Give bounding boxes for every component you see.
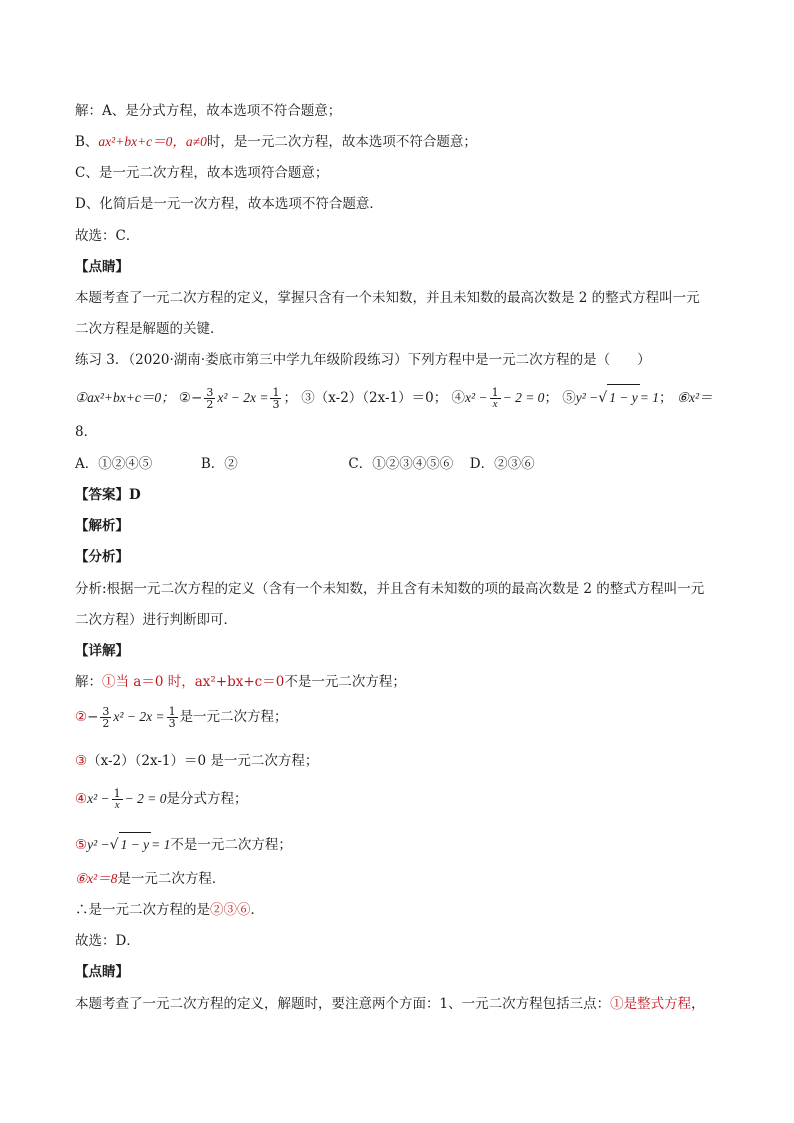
detail-1: 解：①当 a＝0 时，ax²+bx+c＝0不是一元二次方程； — [75, 674, 406, 690]
detail-3: ③（x-2）（2x-1）＝0 是一元二次方程； — [75, 753, 319, 769]
solution-line-b: B、ax²+bx+c＝0，a≠0时，是一元二次方程，故本选项不符合题意； — [75, 134, 477, 150]
option-3: ③（x-2）（2x-1）＝0； — [301, 390, 448, 406]
dianjing-label: 【点睛】 — [75, 259, 129, 275]
option-4: ④x² − $\frac{1}{x}$ − 2 = 0； — [451, 386, 558, 410]
solution-answer: 故选：C． — [75, 228, 140, 244]
answer-2: 故选：D． — [75, 933, 140, 949]
xiangjie-label: 【详解】 — [75, 643, 129, 659]
choice-d: D．②③⑥ — [469, 456, 535, 472]
jiexi-label: 【解析】 — [75, 518, 129, 534]
choices-row — [75, 454, 535, 474]
choice-b: B．② — [200, 456, 238, 472]
dianjing-text-2: 二次方程是解题的关键． — [75, 321, 224, 337]
fenxi-text-2: 二次方程）进行判断即可． — [75, 612, 237, 628]
dianjing-text-1: 本题考查了一元二次方程的定义，掌握只含有一个未知数，并且未知数的最高次数是 2 的整式方程叫一元 — [75, 290, 700, 306]
exercise-3-question: 练习 3．（2020·湖南·娄底市第三中学九年级阶段练习）下列方程中是一元二次方程的是（ ） — [75, 352, 651, 368]
solution-line-d: D、化简后是一元一次方程，故本选项不符合题意． — [75, 196, 383, 212]
solution-line-a: 解：A、是分式方程，故本选项不符合题意； — [75, 103, 342, 119]
solution-line-c: C、是一元二次方程，故本选项符合题意； — [75, 165, 329, 181]
option-2: ②− $\frac{3}{2}$ x² − 2x = $\frac{1}{3}$ ； — [178, 386, 297, 411]
option-1: ①ax²+bx+c＝0； — [75, 390, 175, 405]
fenxi-text-1: 分析:根据一元二次方程的定义（含有一个未知数，并且含有未知数的项的最高次数是 2 的整式方程叫一元 — [75, 581, 705, 597]
red-equation: ax²+bx+c＝0，a≠0 — [98, 134, 207, 149]
detail-6: ⑥x²＝8是一元二次方程． — [75, 871, 226, 887]
option-6: ⑥x²＝ — [676, 390, 713, 405]
answer-label: 【答案】D — [75, 487, 141, 503]
dianjing-label-2: 【点睛】 — [75, 964, 129, 980]
detail-4: ④x² − $\frac{1}{x}$ − 2 = 0是分式方程； — [75, 787, 248, 811]
detail-5: ⑤y² −√ 1 − y = 1不是一元二次方程； — [75, 832, 292, 857]
dianjing-2-text-1: 本题考查了一元二次方程的定义，解题时，要注意两个方面：1、一元二次方程包括三点：①是整式方程， — [75, 996, 705, 1012]
detail-2: ②− $\frac{3}{2}$ x² − 2x = $\frac{1}{3}$ 是一元二次方程； — [75, 705, 288, 730]
option-6-continued: 8． — [75, 424, 98, 440]
fenxi-label: 【分析】 — [75, 549, 129, 565]
option-5: ⑤y² −√ 1 − y = 1； — [562, 390, 672, 406]
choice-a: A．①②④⑤ — [75, 456, 153, 472]
choice-c: C．①②③④⑤⑥ — [348, 456, 454, 472]
conclusion: ∴是一元二次方程的是②③⑥． — [75, 902, 264, 918]
exercise-3-options — [75, 384, 713, 411]
